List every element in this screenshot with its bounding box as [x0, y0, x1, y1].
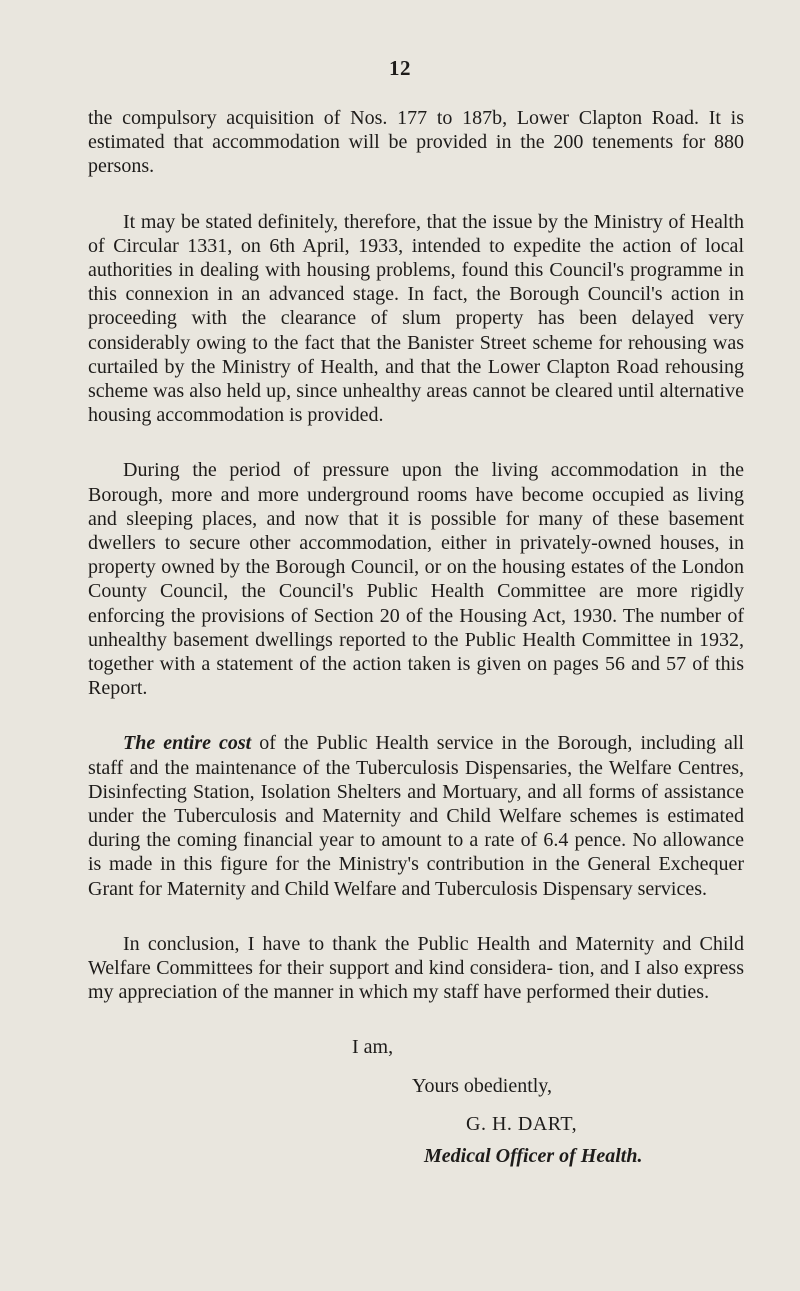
closing-greeting: I am,	[352, 1036, 394, 1058]
paragraph-entire-cost	[88, 731, 744, 900]
report-body	[88, 106, 744, 1011]
entire-cost-text: of the Public Health service in the Borough, including all staff and the maintenance of the Tuberculosis Dispensaries, the Welfare Centres, Disinfecting Station, Isolation Shelters and Mortuary, and all forms of assistance under the Tuberculosis and Maternity and Child Welfare schemes is estimated during the coming financial year to amount to a rate of 6.4 pence. No allowance is made in this figure for the Ministry's contribution in the General Exchequer Grant for Maternity and Child Welfare and Tuberculosis Dispensary services.	[88, 732, 744, 900]
closing-valediction: Yours obediently,	[412, 1075, 553, 1097]
entire-cost-lead: The entire cost	[123, 732, 252, 755]
paragraph-conclusion: In conclusion, I have to thank the Public Health and Maternity and Child Welfare Committees for their support and kind considera- tion, and I also express my appreciation of the manner in which my staff have performed their duties.	[88, 932, 744, 1004]
signatory-title: Medical Officer of Health.	[424, 1145, 643, 1167]
paragraph-basement-dwellings: During the period of pressure upon the living accommodation in the Borough, more and more underground rooms have become occupied as living and sleeping places, and now that it is possible for many of these basement dwellers to secure other accommodation, either in privately-owned houses, in property owned by the Borough Council, or on the housing estates of the London County Council, the Council's Public Health Committee are more rigidly enforcing the provisions of Section 20 of the Housing Act, 1930. The number of unhealthy basement dwellings reported to the Public Health Committee in 1932, together with a statement of the action taken is given on pages 56 and 57 of this Report.	[88, 459, 744, 700]
paragraph-housing-acquisition: the compulsory acquisition of Nos. 177 to 187b, Lower Clapton Road. It is estimated that accommodation will be provided in the 200 tenements for 880 persons.	[88, 107, 744, 178]
page-number: 12	[389, 56, 411, 80]
signatory-name: G. H. DART,	[466, 1113, 578, 1135]
paragraph-ministry-circular: It may be stated definitely, therefore, that the issue by the Ministry of Health of Circular 1331, on 6th April, 1933, intended to expedite the action of local authorities in dealing with housing problems, found this Council's programme in this connexion in an advanced stage. In fact, the Borough Council's action in proceeding with the clearance of slum property has been delayed very considerably owing to the fact that the Banister Street scheme for rehousing was curtailed by the Ministry of Health, and that the Lower Clapton Road rehousing scheme was also held up, since unhealthy areas cannot be cleared until alternative housing accommodation is provided.	[88, 210, 744, 427]
